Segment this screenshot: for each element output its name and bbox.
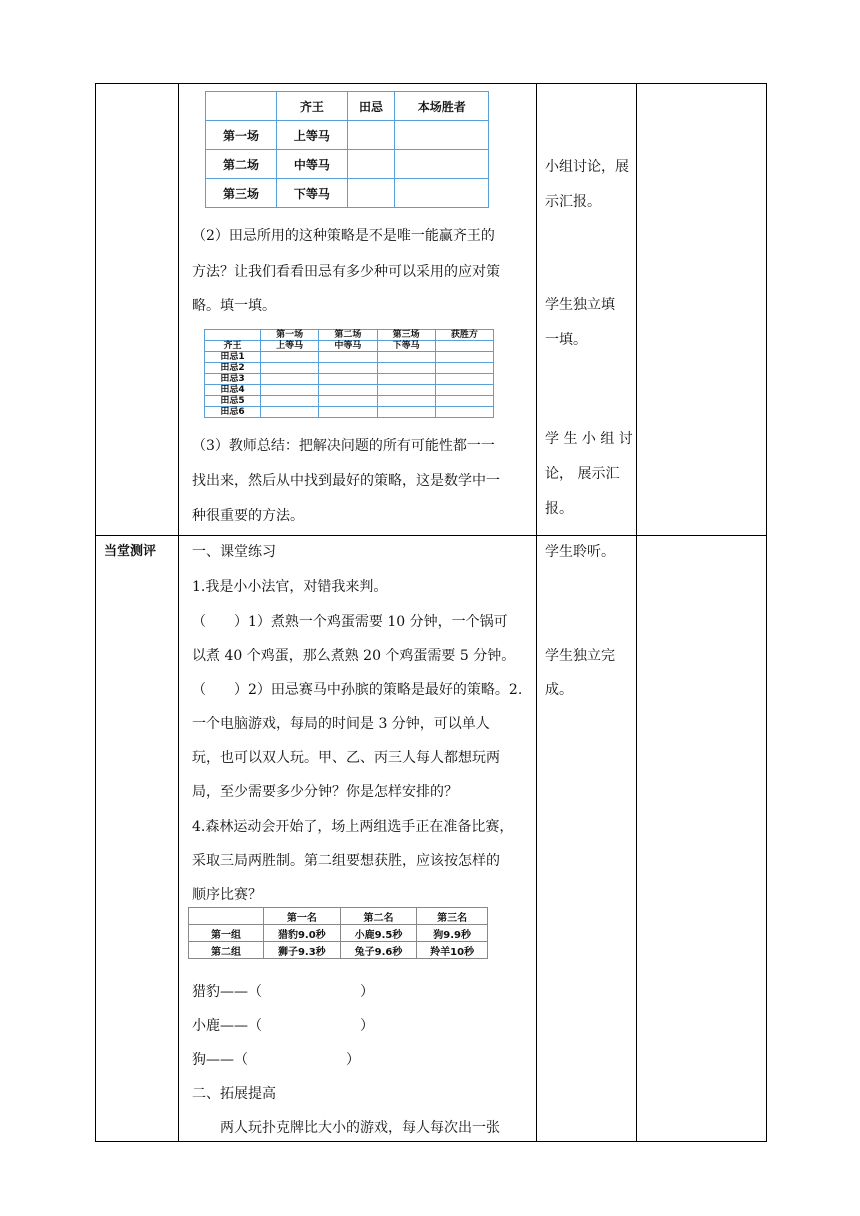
table-cell — [347, 150, 395, 179]
table-row — [189, 942, 488, 959]
student-activity-line: 学生聆听。 — [545, 544, 615, 560]
col-border-1 — [178, 83, 179, 1142]
table-row — [205, 407, 494, 418]
table-row — [205, 341, 494, 352]
paragraph-line: 1.我是小小法官，对错我来判。 — [192, 579, 388, 595]
table-cell: 中等马 — [319, 341, 377, 352]
table-cell: 第三场 — [206, 179, 277, 208]
table-cell — [377, 385, 435, 396]
paragraph-line: 顺序比赛？ — [192, 887, 262, 903]
table-row — [205, 374, 494, 385]
table-cell — [435, 352, 493, 363]
paragraph-line: 略。填一填。 — [192, 298, 276, 314]
col-border-2 — [536, 83, 537, 1142]
table-cell: 下等马 — [377, 341, 435, 352]
table-cell: 第一组 — [189, 925, 264, 942]
student-activity-line: 成。 — [545, 682, 573, 698]
table-cell: 田忌4 — [205, 385, 261, 396]
table-cell: 齐王 — [277, 92, 348, 121]
student-activity-line: 示汇报。 — [545, 194, 601, 210]
student-activity-line: 学生独立填 — [545, 297, 615, 313]
paragraph-line: 采取三局两胜制。第二组要想获胜，应该按怎样的 — [192, 853, 500, 869]
paragraph-line: 局，至少需要多少分钟？你是怎样安排的？ — [192, 784, 458, 800]
paragraph-line: （ ）2）田忌赛马中孙膑的策略是最好的策略。2. — [192, 682, 523, 698]
table-cell — [261, 407, 319, 418]
table-cell: 田忌6 — [205, 407, 261, 418]
student-activity-line: 论， 展示汇 — [545, 466, 620, 482]
table-cell — [377, 396, 435, 407]
table-cell: 第二组 — [189, 942, 264, 959]
table-cell: 第二名 — [340, 908, 417, 925]
table-header-row — [205, 330, 494, 341]
table-cell — [261, 374, 319, 385]
table-header-row — [189, 908, 488, 925]
table-cell: 田忌2 — [205, 363, 261, 374]
table-cell — [347, 121, 395, 150]
table-cell — [319, 396, 377, 407]
table-cell: 第一场 — [206, 121, 277, 150]
table-cell: 小鹿9.5秒 — [340, 925, 417, 942]
table-cell: 中等马 — [277, 150, 348, 179]
table-row — [205, 352, 494, 363]
table-cell: 齐王 — [205, 341, 261, 352]
table-top-border — [95, 83, 766, 84]
table-cell — [189, 908, 264, 925]
table-cell — [435, 407, 493, 418]
table-cell — [435, 363, 493, 374]
table-row — [206, 150, 489, 179]
table-cell: 上等马 — [277, 121, 348, 150]
table-cell: 狮子9.3秒 — [264, 942, 341, 959]
table-cell — [261, 352, 319, 363]
student-activity-line: 报。 — [545, 501, 573, 517]
table-cell — [435, 374, 493, 385]
section-label: 当堂测评 — [104, 544, 157, 559]
table-cell: 兔子9.6秒 — [340, 942, 417, 959]
paragraph-line: 方法？让我们看看田忌有多少种可以采用的应对策 — [192, 264, 500, 280]
table-row — [205, 363, 494, 374]
fill-in-line: 狗——（ ） — [192, 1052, 360, 1068]
table-cell — [395, 179, 489, 208]
paragraph-line: （3）教师总结：把解决问题的所有可能性都一一 — [192, 438, 495, 454]
col-border-4 — [766, 83, 767, 1142]
paragraph-line: 4.森林运动会开始了，场上两组选手正在准备比赛， — [192, 819, 514, 835]
table-cell: 狗9.9秒 — [417, 925, 488, 942]
table-row — [206, 121, 489, 150]
table-cell: 下等马 — [277, 179, 348, 208]
table-cell: 猎豹9.0秒 — [264, 925, 341, 942]
student-activity-line: 学 生 小 组 讨 — [545, 431, 633, 447]
paragraph-line: 玩，也可以双人玩。甲、乙、丙三人每人都想玩两 — [192, 750, 500, 766]
paragraph-line: 两人玩扑克牌比大小的游戏，每人每次出一张 — [220, 1120, 500, 1136]
table-cell: 第一名 — [264, 908, 341, 925]
table-cell: 田忌 — [347, 92, 395, 121]
table-cell — [347, 179, 395, 208]
table-cell: 第三场 — [377, 330, 435, 341]
table-cell: 田忌3 — [205, 374, 261, 385]
table-cell — [261, 396, 319, 407]
fill-in-line: 猎豹——（ ） — [192, 984, 374, 1000]
paragraph-line: 以煮 40 个鸡蛋，那么煮熟 20 个鸡蛋需要 5 分钟。 — [192, 648, 516, 664]
paragraph-line: （2）田忌所用的这种策略是不是唯一能赢齐王的 — [192, 228, 495, 244]
table-cell: 第二场 — [206, 150, 277, 179]
table-cell: 羚羊10秒 — [417, 942, 488, 959]
table-cell: 田忌5 — [205, 396, 261, 407]
horse-race-table — [205, 91, 489, 208]
table-cell: 第三名 — [417, 908, 488, 925]
table-cell — [205, 330, 261, 341]
table-cell — [319, 374, 377, 385]
table-cell — [261, 363, 319, 374]
table-cell: 田忌1 — [205, 352, 261, 363]
table-cell — [377, 352, 435, 363]
table-cell — [261, 385, 319, 396]
strategy-table — [204, 329, 494, 418]
col-border-3 — [636, 83, 637, 1142]
paragraph-line: 找出来，然后从中找到最好的策略，这是数学中一 — [192, 473, 500, 489]
table-row — [205, 396, 494, 407]
table-bottom-border — [95, 1141, 766, 1142]
student-activity-line: 小组讨论，展 — [545, 159, 629, 175]
table-cell — [206, 92, 277, 121]
table-header-row — [206, 92, 489, 121]
student-activity-line: 一填。 — [545, 332, 587, 348]
table-cell — [319, 363, 377, 374]
table-cell — [377, 363, 435, 374]
paragraph-line: 一、课堂练习 — [192, 544, 276, 560]
table-cell — [319, 352, 377, 363]
table-cell: 上等马 — [261, 341, 319, 352]
table-cell — [395, 150, 489, 179]
paragraph-line: 种很重要的方法。 — [192, 508, 304, 524]
table-cell — [435, 396, 493, 407]
table-cell — [319, 407, 377, 418]
table-cell: 第一场 — [261, 330, 319, 341]
table-cell: 获胜方 — [435, 330, 493, 341]
paragraph-line: 二、拓展提高 — [192, 1086, 276, 1102]
table-cell: 第二场 — [319, 330, 377, 341]
table-row — [206, 179, 489, 208]
fill-in-line: 小鹿——（ ） — [192, 1018, 374, 1034]
table-cell: 本场胜者 — [395, 92, 489, 121]
paragraph-line: （ ）1）煮熟一个鸡蛋需要 10 分钟，一个锅可 — [192, 614, 508, 630]
table-cell — [377, 407, 435, 418]
table-cell — [435, 385, 493, 396]
col-border-0 — [95, 83, 96, 1142]
paragraph-line: 一个电脑游戏，每局的时间是 3 分钟，可以单人 — [192, 716, 490, 732]
student-activity-line: 学生独立完 — [545, 648, 615, 664]
table-cell — [435, 341, 493, 352]
table-cell — [377, 374, 435, 385]
table-row — [189, 925, 488, 942]
race-results-table — [188, 907, 488, 959]
table-cell — [319, 385, 377, 396]
row-divider — [95, 535, 766, 536]
table-cell — [395, 121, 489, 150]
table-row — [205, 385, 494, 396]
